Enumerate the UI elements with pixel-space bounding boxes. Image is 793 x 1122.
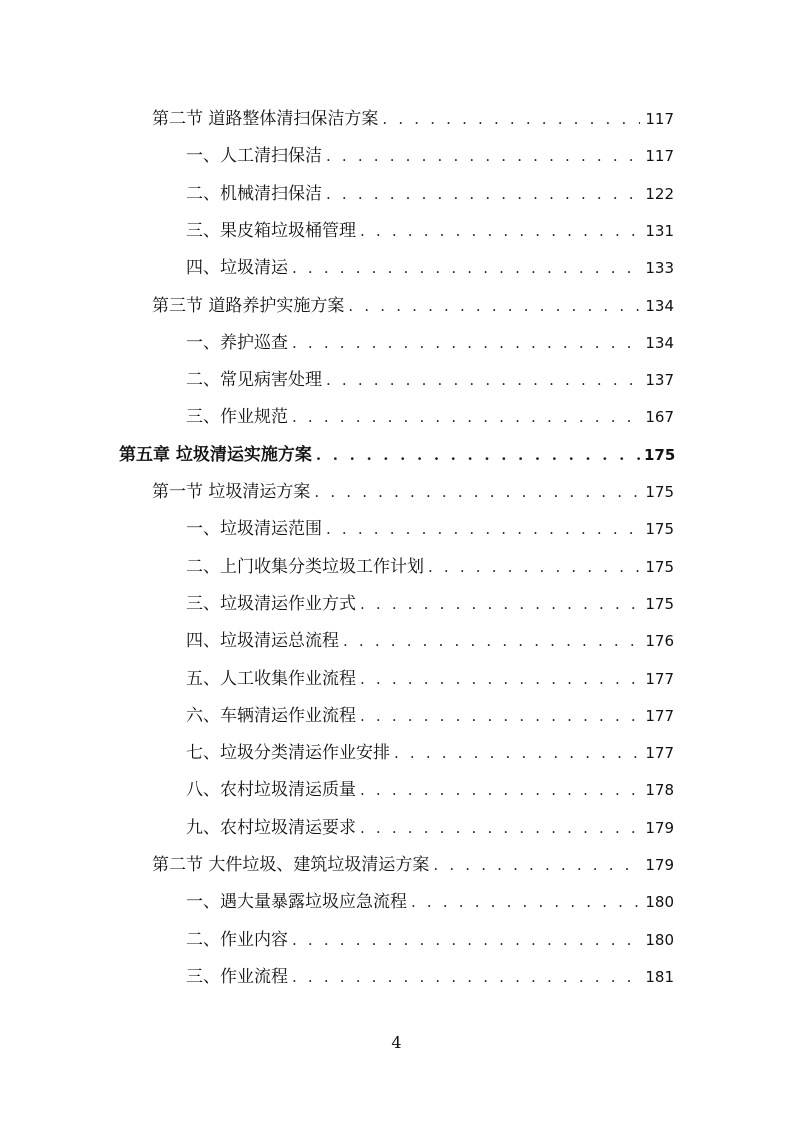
page-number: 4 <box>391 1033 402 1052</box>
toc-entry-page: 133 <box>645 259 674 278</box>
toc-entry-page: 175 <box>645 483 674 501</box>
toc-entry-page: 117 <box>645 147 674 166</box>
toc-entry-page: 134 <box>645 333 674 352</box>
toc-entry-label: 一、养护巡查 <box>186 332 288 353</box>
toc-entry-page: 117 <box>645 110 674 128</box>
toc-leader-dots <box>292 250 640 287</box>
toc-entry-label: 二、作业内容 <box>186 929 288 950</box>
toc-entry-label: 第五章 垃圾清运实施方案 <box>119 444 312 465</box>
toc-entry[interactable] <box>152 474 674 511</box>
toc-leader-dots <box>292 922 640 959</box>
toc-entry-page: 167 <box>645 408 674 427</box>
toc-entry-label: 一、人工清扫保洁 <box>186 146 322 167</box>
toc-leader-dots <box>394 735 640 772</box>
toc-entry-label: 九、农村垃圾清运要求 <box>186 817 356 838</box>
toc-entry-page: 122 <box>645 184 674 203</box>
toc-entry-page: 134 <box>645 296 674 315</box>
toc-leader-dots <box>316 437 640 474</box>
toc-entry[interactable] <box>186 884 674 921</box>
toc-leader-dots <box>292 399 640 436</box>
toc-entry-page: 131 <box>645 221 674 240</box>
toc-entry-label: 八、农村垃圾清运质量 <box>186 780 356 801</box>
toc-entry-label: 一、遇大量暴露垃圾应急流程 <box>186 892 407 913</box>
toc-entry-page: 176 <box>645 632 674 651</box>
toc-entry[interactable] <box>186 399 674 436</box>
toc-leader-dots <box>292 325 640 362</box>
toc-leader-dots <box>360 586 640 623</box>
toc-entry-page: 137 <box>645 371 674 390</box>
toc-entry-label: 五、人工收集作业流程 <box>186 668 356 689</box>
toc-leader-dots <box>326 362 640 399</box>
toc-leader-dots <box>360 698 640 735</box>
toc-leader-dots <box>433 847 640 884</box>
toc-entry-page: 177 <box>645 706 674 725</box>
toc-entry[interactable] <box>186 772 674 809</box>
toc-entry-label: 二、机械清扫保洁 <box>186 183 322 204</box>
toc-leader-dots <box>292 959 640 996</box>
toc-leader-dots <box>343 623 640 660</box>
toc-leader-dots <box>360 213 640 250</box>
toc-leader-dots <box>382 101 640 138</box>
toc-entry-page: 175 <box>645 557 674 576</box>
toc-entry-page: 175 <box>645 520 674 539</box>
toc-entry-label: 三、作业规范 <box>186 407 288 428</box>
toc-leader-dots <box>314 474 640 511</box>
toc-entry-label: 第二节 大件垃圾、建筑垃圾清运方案 <box>152 855 430 875</box>
toc-entry-page: 180 <box>645 930 674 949</box>
toc-entry[interactable] <box>186 735 674 772</box>
toc-entry[interactable] <box>186 362 674 399</box>
toc-leader-dots <box>360 810 640 847</box>
toc-entry-label: 第三节 道路养护实施方案 <box>152 295 345 316</box>
toc-leader-dots <box>360 661 640 698</box>
toc-entry-label: 第二节 道路整体清扫保洁方案 <box>152 109 379 129</box>
toc-entry-page: 177 <box>645 669 674 688</box>
toc-entry[interactable] <box>186 549 674 586</box>
toc-entry[interactable] <box>186 698 674 735</box>
toc-entry[interactable] <box>186 213 674 250</box>
toc-entry[interactable] <box>186 623 674 660</box>
toc-entry-label: 三、垃圾清运作业方式 <box>186 593 356 614</box>
toc-leader-dots <box>348 288 640 325</box>
toc-entry[interactable] <box>186 810 674 847</box>
toc-entry-label: 三、果皮箱垃圾桶管理 <box>186 220 356 241</box>
toc-entry-label: 四、垃圾清运总流程 <box>186 631 339 652</box>
toc-entry-label: 六、车辆清运作业流程 <box>186 705 356 726</box>
toc-entry-label: 四、垃圾清运 <box>186 258 288 279</box>
toc-entry-page: 181 <box>645 967 674 986</box>
toc-entry-page: 179 <box>645 818 674 837</box>
toc-entry[interactable] <box>186 176 674 213</box>
toc-entry[interactable] <box>186 250 674 287</box>
toc-entry[interactable] <box>152 847 674 884</box>
toc-leader-dots <box>411 884 640 921</box>
toc-entry[interactable] <box>186 325 674 362</box>
toc-entry-page: 175 <box>644 445 676 464</box>
toc-entry[interactable] <box>186 511 674 548</box>
toc-entry[interactable] <box>186 959 674 996</box>
toc-entry-label: 七、垃圾分类清运作业安排 <box>186 743 390 764</box>
toc-entry-label: 第一节 垃圾清运方案 <box>152 482 311 502</box>
toc-entry[interactable] <box>186 138 674 175</box>
toc-entry[interactable] <box>152 288 674 325</box>
toc-entry[interactable] <box>152 101 674 138</box>
toc-entry-label: 三、作业流程 <box>186 966 288 987</box>
toc-entry-page: 179 <box>645 856 674 874</box>
toc-entry-page: 175 <box>645 594 674 613</box>
toc-entry[interactable] <box>186 586 674 623</box>
toc-leader-dots <box>326 138 640 175</box>
toc-leader-dots <box>326 511 640 548</box>
toc-entry-label: 二、常见病害处理 <box>186 370 322 391</box>
toc-entry-label: 二、上门收集分类垃圾工作计划 <box>186 556 424 577</box>
toc-entry-page: 178 <box>645 781 674 800</box>
toc-leader-dots <box>360 772 640 809</box>
toc-entry-page: 177 <box>645 744 674 763</box>
toc-entry[interactable] <box>186 922 674 959</box>
toc-leader-dots <box>326 176 640 213</box>
toc-entry[interactable] <box>186 661 674 698</box>
toc-entry-page: 180 <box>645 893 674 912</box>
toc-chapter-entry[interactable] <box>119 437 674 474</box>
toc-leader-dots <box>428 549 640 586</box>
toc-entry-label: 一、垃圾清运范围 <box>186 519 322 540</box>
